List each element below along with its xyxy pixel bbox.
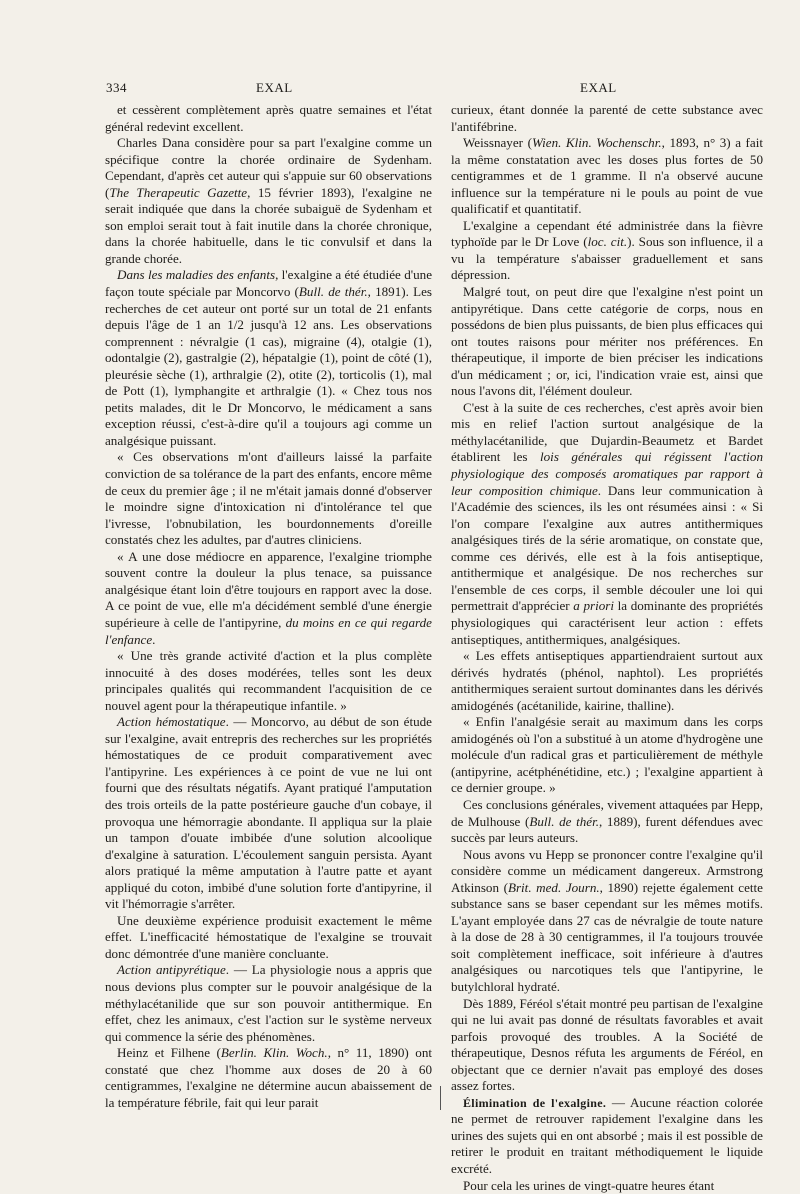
text-run: ). Sous son influence, il a vu la température s'abaisser graduellement et sans dépression.	[451, 234, 764, 283]
paragraph	[451, 797, 763, 847]
text-run: Ces conclusions générales, vivement attaquées par Hepp, de Mulhouse (	[451, 796, 763, 829]
italic-text: Berlin. Klin. Woch.	[220, 1045, 328, 1061]
text-run: . Dans leur communication à l'Académie des sciences, ils les ont résumées ainsi : « Si l'on compare l'exalgine aux autres antithermiques analgésiques tirés de la série aromatique, on constate que, comme ces dérivés, elle est à la fois antiseptique, antithermique et analgésique. De nos recherches sur l'ensemble de ces corps, il semble découler une loi qui permettrait d'apprécier	[451, 482, 763, 614]
text-run: Charles Dana considère pour sa part l'exalgine comme un spécifique contre la chorée ordinaire de Sydenham. Cependant, d'après cet auteur qui s'appuie sur 60 observations (	[105, 135, 432, 200]
italic-text: Action hémostatique	[117, 714, 226, 730]
text-run: Heinz et Filhene (	[117, 1045, 221, 1061]
text-run: et cessèrent complètement après quatre semaines et l'état général redevint excellent.	[105, 102, 432, 134]
text-run: « Une très grande activité d'action et la plus complète innocuité à des doses modérées, telles sont les deux principales qualités qui recommandent l'acquisition de ce nouvel agent pour la thérapeutique infantile. »	[105, 648, 432, 713]
text-run: Une deuxième expérience produisit exactement le même effet. L'inefficacité hémostatique de l'exalgine se trouvait donc démontrée d'une manière concluante.	[105, 912, 432, 961]
page-number: 334	[106, 80, 127, 95]
paragraph	[451, 284, 763, 400]
text-run: Malgré tout, on peut dire que l'exalgine n'est point un antipyrétique. Dans cette catégorie de corps, nous en possédons de bien plus puissants, de bien plus efficaces qui ont toutes raisons pour mériter nos préférences. En thérapeutique, il importe de bien préciser les indications d'un médicament ; or, ici, l'indication vraie est, ainsi que nous l'avons dit, l'élément douleur.	[451, 284, 763, 399]
paragraph	[451, 847, 763, 996]
paragraph	[451, 400, 763, 648]
paragraph	[451, 996, 763, 1095]
paragraph	[451, 1095, 763, 1178]
text-run: , 1891). Les recherches de cet auteur ont porté sur un total de 21 enfants depuis l'âge de 1 an 1/2 jusqu'à 12 ans. Les observations comprennent : névralgie (1 cas), migraine (4), otalgie (1), odontalgie (2), gastralgie (2), hépatalgie (1), point de côté (1), pleurésie sèche (1), arthralgie (2), otite (2), torticolis (1), mal de Pott (1), lymphangite et arthralgie (1). « Chez tous nos petits malades, dit le Dr Moncorvo, le médicament a sans exception réussi, c'est-à-dire qu'il a toujours agi comme un analgésique puissant.	[105, 284, 432, 448]
text-run: — Aucune réaction colorée ne permet de retrouver rapidement l'exalgine dans les urines des sujets qui en ont absorbé ; mais il est possible de retirer le produit en traitant méthodiquement le liquide excrété.	[451, 1094, 763, 1176]
text-run: « Les effets antiseptiques appartiendraient surtout aux dérivés hydratés (phénol, naphtol). Les propriétés antithermiques seraient surtout dominantes dans les dérivés amidogénés (acétanilide, kairine, thalline).	[451, 648, 763, 713]
text-run: la dominante des propriétés physiologiques qui caractérisent leur action : effets antiseptiques, antithermiques, analgésiques.	[451, 598, 764, 647]
text-run: , 15 février 1893), l'exalgine ne serait indiquée que dans la chorée subaiguë de Sydenham et son emploi serait tout à fait inutile dans la chorée chronique, dans la chorée habituelle, dans le tic convulsif et dans la grande chorée.	[105, 184, 432, 266]
italic-text: Wien. Klin. Wochenschr.	[531, 135, 662, 151]
paragraph	[451, 135, 763, 218]
text-run: « A une dose médiocre en apparence, l'exalgine triomphe souvent contre la douleur la plus tenace, sa puissance analgésique étant loin d'être toujours en rapport avec la dose. A ce point de vue, elle m'a décidément semblé d'une énergie supérieure à celle de l'antipyrine,	[105, 548, 432, 630]
text-run: « Ces observations m'ont d'ailleurs laissé la parfaite conviction de sa tolérance de la part des enfants, encore même de ceux du premier âge ; il ne m'était jamais donné d'observer le moindre signe d'intoxication ni d'intolérance tel que l'ivresse, l'obnubilation, les bourdonnements d'oreille constatés chez les adultes, par d'autres cliniciens.	[105, 449, 432, 548]
text-run: , n° 11, 1890) ont constaté que chez l'homme aux doses de 20 à 60 centigrammes, l'exalgine ne détermine aucun abaissement de la température fébrile, fait qui leur parait	[105, 1045, 432, 1110]
text-column-right	[451, 102, 763, 1194]
running-title-left: EXAL	[256, 80, 293, 95]
paragraph	[451, 648, 763, 714]
paragraph	[105, 267, 432, 449]
text-run: , 1893, n° 3) a fait la même constatation avec les doses plus fortes de 50 centigrammes et de 1 gramme. Il n'a observé aucune influence sur la température ni le pouls au point de vue qualificatif et quantitatif.	[451, 135, 764, 217]
column-rule-mark	[440, 1086, 441, 1110]
text-run: Pour cela les urines de vingt-quatre heures étant	[463, 1177, 715, 1193]
running-header	[0, 80, 800, 100]
text-run: . — La physiologie nous a appris que nous devions plus compter sur le pouvoir analgésique de la méthylacétanilide que sur son pouvoir antithermique. En effet, chez les animaux, c'est l'action sur le système nerveux qui commence la série des phénomènes.	[105, 962, 432, 1044]
italic-text: Dans les maladies des enfants	[117, 267, 276, 283]
italic-text: loc. cit.	[587, 234, 628, 250]
paragraph	[451, 1178, 763, 1194]
text-run: Nous avons vu Hepp se prononcer contre l'exalgine qu'il considère comme un médicament dangereux. Armstrong Atkinson (	[451, 846, 763, 895]
section-heading: Élimination de l'exalgine.	[463, 1095, 607, 1110]
text-run: « Enfin l'analgésie serait au maximum dans les corps amidogénés où l'on a substitué à un atome d'hydrogène une molécule d'un radical gras et particulièrement de méthyle (antipyrine, acétphénétidine, etc.) ; l'exalgine appartient à ce dernier groupe. »	[451, 714, 763, 796]
text-column-left	[105, 102, 432, 1111]
text-run: C'est à la suite de ces recherches, c'est après avoir bien mis en relief l'action surtout analgésique de la méthylacétanilide, que Dujardin-Beaumetz et Bardet établirent les	[451, 399, 763, 465]
paragraph	[105, 962, 432, 1045]
italic-text: Brit. med. Journ.	[507, 879, 600, 895]
paragraph	[105, 1045, 432, 1111]
text-run: Weissnayer (	[463, 135, 532, 151]
text-run: curieux, étant donnée la parenté de cette substance avec l'antifébrine.	[451, 102, 763, 134]
paragraph	[105, 449, 432, 548]
text-run: , 1890) rejette également cette substance sans se baser cependant sur les mêmes motifs. L'ayant employée dans 27 cas de névralgie de toute nature à la dose de 28 à 30 centigrammes, il l'a toujours trouvée soit complètement inefficace, soit inférieure à d'autres analgésiques ou narcotiques tels que l'antipyrine, le butylchloral hydraté.	[451, 879, 763, 994]
paragraph	[105, 913, 432, 963]
text-run: , l'exalgine a été étudiée d'une façon toute spéciale par Moncorvo (	[105, 267, 433, 300]
text-run: . — Moncorvo, au début de son étude sur l'exalgine, avait entrepris des recherches sur les propriétés hémostatiques de ce produit comparativement avec l'antipyrine. Les expériences à ce point de vue ne lui ont fourni que des résultats négatifs. Ayant pratiqué l'amputation des trois orteils de la patte postérieure gauche d'un cobaye, il provoqua une hémorragie abondante. Il appliqua sur la plaie un tampon d'ouate imbibée d'une solution alcoolique d'exalgine à saturation. L'écoulement sanguin persista. Ayant alors pratiqué la même amputation à l'autre patte et ayant appliqué du coton, imbibé d'une solution forte d'antipyrine, il vit l'hémorragie s'arrêter.	[105, 714, 432, 912]
text-run: , 1889), furent défendues avec succès par leurs auteurs.	[451, 813, 763, 846]
italic-text: lois générales qui régissent l'action physiologique des composés aromatiques par rapport à leur composition chimique	[451, 449, 763, 498]
paragraph	[105, 102, 432, 135]
text-run: L'exalgine a cependant été administrée dans la fièvre typhoïde par le Dr Love (	[451, 217, 763, 250]
italic-text: a priori	[573, 598, 615, 614]
paragraph	[105, 648, 432, 714]
paragraph	[451, 102, 763, 135]
italic-text: Bull. de thér.	[529, 813, 600, 829]
running-title-right: EXAL	[580, 80, 617, 95]
paragraph	[451, 218, 763, 284]
italic-text: The Therapeutic Gazette	[109, 184, 248, 200]
text-run: .	[152, 631, 156, 647]
text-run: Dès 1889, Féréol s'était montré peu partisan de l'exalgine qui ne lui avait pas donné de résultats favorables et avait parfois provoqué des troubles. A la Société de thérapeutique, Desnos réfuta les arguments de Féréol, en objectant que ce dernier n'avait pas employé des doses assez fortes.	[451, 995, 763, 1094]
italic-text: Bull. de thér.	[298, 284, 368, 300]
paragraph	[105, 714, 432, 913]
italic-text: Action antipyrétique	[117, 962, 226, 978]
paragraph	[105, 135, 432, 267]
paragraph	[451, 714, 763, 797]
paragraph	[105, 549, 432, 648]
italic-text: du moins en ce qui regarde l'enfance	[105, 614, 432, 647]
